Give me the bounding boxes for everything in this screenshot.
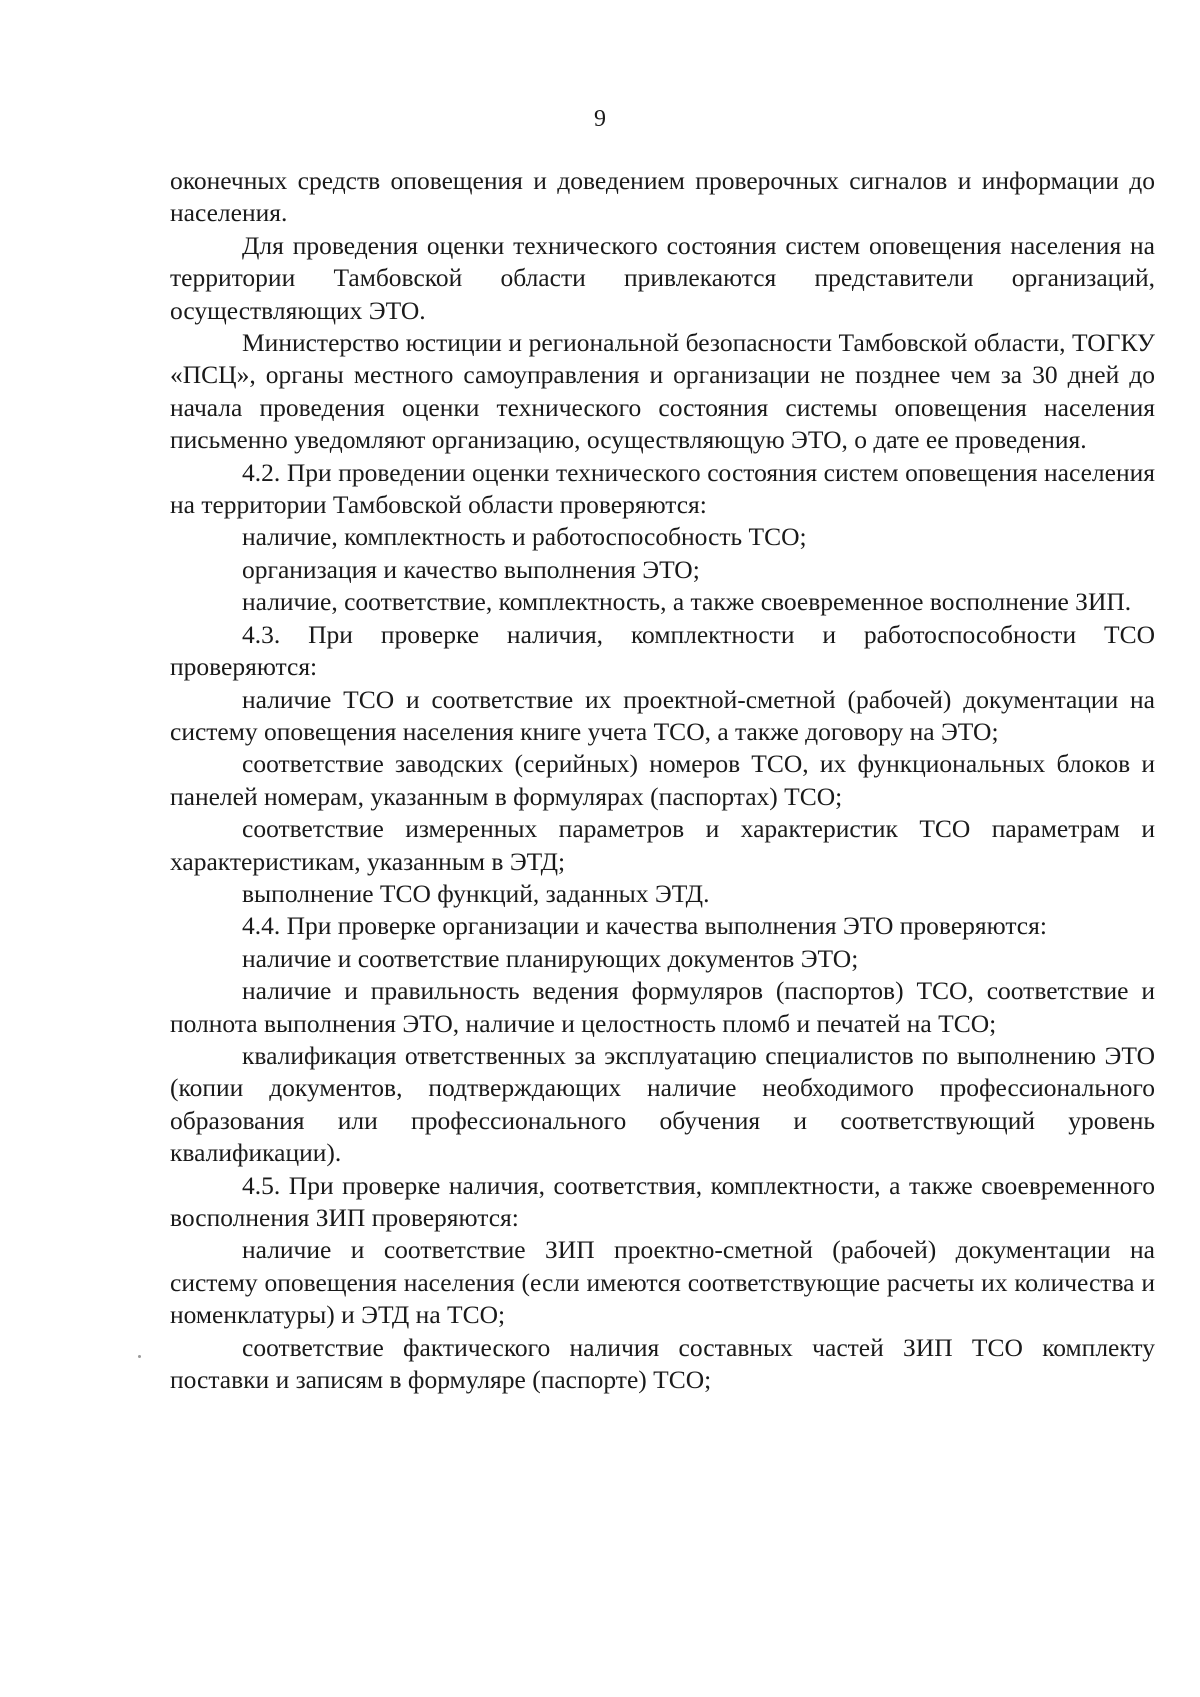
paragraph: наличие и соответствие ЗИП проектно-сметной (рабочей) документации на систему оповещения населения (если имеются соответствующие расчеты их количества и номенклатуры) и ЭТД на ТСО; (170, 1235, 1155, 1330)
paragraph: Для проведения оценки технического состояния систем оповещения населения на территории Тамбовской области привлекаются представители организаций, осуществляющих ЭТО. (170, 230, 1155, 325)
paragraph: наличие, соответствие, комплектность, а также своевременное восполнение ЗИП. (242, 587, 1132, 617)
paragraph: 4.2. При проведении оценки технического состояния систем оповещения населения на территории Тамбовской области проверяются: (170, 457, 1155, 520)
paragraph: соответствие заводских (серийных) номеров ТСО, их функциональных блоков и панелей номерам, указанным в формулярах (паспортах) ТСО; (170, 749, 1155, 811)
page-number: 9 (594, 106, 606, 132)
paragraph: выполнение ТСО функций, заданных ЭТД. (242, 878, 710, 908)
paragraph: соответствие измеренных параметров и характеристик ТСО параметрам и характеристикам, указанным в ЭТД; (170, 814, 1155, 876)
paragraph: квалификация ответственных за эксплуатацию специалистов по выполнению ЭТО (копии документов, подтверждающих наличие необходимого профессионального образования или профессионального обучения и соответствующий уровень квалификации). (170, 1040, 1155, 1168)
paragraph: наличие, комплектность и работоспособность ТСО; (242, 522, 807, 552)
paragraph: организация и качество выполнения ЭТО; (242, 554, 700, 584)
paragraph: наличие и правильность ведения формуляров (паспортов) ТСО, соответствие и полнота выполнения ЭТО, наличие и целостность пломб и печатей на ТСО; (170, 976, 1155, 1038)
paragraph: 4.4. При проверке организации и качества выполнения ЭТО проверяются: (242, 911, 1047, 941)
paragraph: оконечных средств оповещения и доведением проверочных сигналов и информации до населения. (170, 166, 1155, 228)
document-body (170, 165, 1155, 1396)
scan-speck (138, 1355, 141, 1358)
paragraph: 4.5. При проверке наличия, соответствия, комплектности, а также своевременного восполнения ЗИП проверяются: (170, 1170, 1155, 1232)
paragraph: наличие и соответствие планирующих документов ЭТО; (242, 943, 859, 973)
paragraph: наличие ТСО и соответствие их проектной-сметной (рабочей) документации на систему оповещения населения книге учета ТСО, а также договору на ЭТО; (170, 684, 1155, 746)
paragraph: соответствие фактического наличия составных частей ЗИП ТСО комплекту поставки и записям в формуляре (паспорте) ТСО; (170, 1332, 1155, 1395)
paragraph: 4.3. При проверке наличия, комплектности и работоспособности ТСО проверяются: (170, 619, 1155, 682)
paragraph: Министерство юстиции и региональной безопасности Тамбовской области, ТОГКУ «ПСЦ», органы местного самоуправления и организации не позднее чем за 30 дней до начала проведения оценки технического состояния системы оповещения населения письменно уведомляют организацию, осуществляющую ЭТО, о дате ее проведения. (170, 328, 1155, 455)
